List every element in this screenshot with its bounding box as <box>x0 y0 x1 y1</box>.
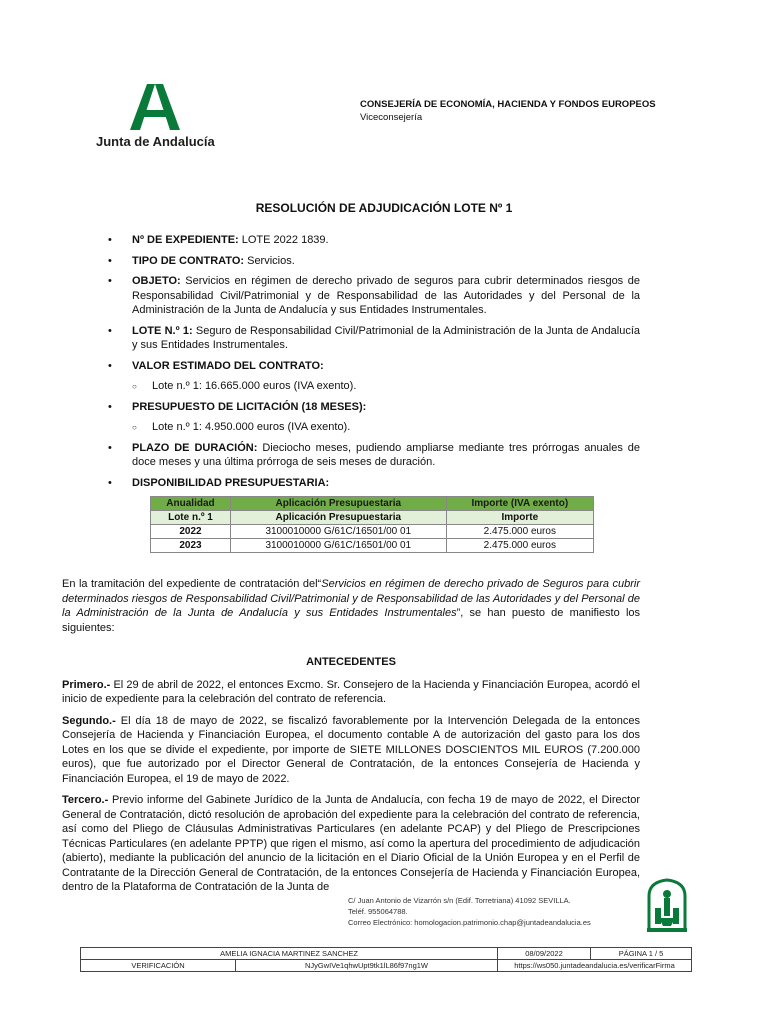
list-item <box>62 274 640 318</box>
list-item <box>62 359 640 374</box>
list-item <box>62 476 640 491</box>
email-line: Correo Electrónico: homologacion.patrimonio.chap@juntadeandalucia.es <box>348 918 591 927</box>
verification-url-link[interactable] <box>498 960 692 972</box>
table-cell: 2023 <box>151 539 231 553</box>
table-cell: 3100010000 G/61C/16501/00 01 <box>230 525 446 539</box>
section-heading: ANTECEDENTES <box>306 656 396 668</box>
document-body <box>62 233 640 902</box>
table-header-cell: Anualidad <box>151 497 231 511</box>
contract-details-list <box>62 233 640 490</box>
objeto-label: OBJETO: <box>132 275 181 287</box>
objeto-value: Servicios en régimen de derecho privado de seguros para cubrir determinados riesgos de Responsabilidad Civil/Patrimonial y de Responsabilidad de las Autoridades y del Personal de la Administración de la Junta de Andalucía y sus Entidades Instrumentales. <box>132 275 640 316</box>
list-item <box>62 254 640 269</box>
expediente-value: LOTE 2022 1839. <box>238 234 329 246</box>
intro-paragraph <box>62 577 640 635</box>
table-cell: 2.475.000 euros <box>446 539 593 553</box>
presupuesto-sub: Lote n.º 1: 4.950.000 euros (IVA exento). <box>152 421 351 433</box>
department-name: CONSEJERÍA DE ECONOMÍA, HACIENDA Y FONDOS EUROPEOS <box>360 99 656 110</box>
paragraph-primero <box>62 678 640 707</box>
paragraph-label: Tercero.- <box>62 794 109 806</box>
table-row <box>81 948 692 960</box>
lote-label: LOTE N.º 1: <box>132 324 193 337</box>
signer-cell: AMELIA IGNACIA MARTINEZ SANCHEZ <box>81 948 498 960</box>
page-cell: PÁGINA 1 / 5 <box>591 948 692 960</box>
plazo-label: PLAZO DE DURACIÓN: <box>132 441 258 454</box>
junta-logo-icon <box>130 82 180 132</box>
verification-table <box>80 947 692 972</box>
paragraph-text: El 29 de abril de 2022, el entonces Excmo. Sr. Consejero de la Hacienda y Financiación Europea, acordó el inicio de expediente para la celebración del contrato de referencia. <box>62 678 640 705</box>
table-subheader-row <box>151 511 594 525</box>
address-line: C/ Juan Antonio de Vizarrón s/n (Edif. Torretriana) 41092 SEVILLA. <box>348 896 571 905</box>
logo-text: Junta de Andalucía <box>96 134 215 149</box>
table-row <box>81 960 692 972</box>
paragraph-label: Primero.- <box>62 678 111 691</box>
plazo-value: Dieciocho meses, pudiendo ampliarse mediante tres prórrogas anuales de doce meses y una última prórroga de seis meses de duración. <box>132 441 641 468</box>
subdepartment-name: Viceconsejería <box>360 112 423 123</box>
budget-table <box>150 496 594 553</box>
list-item <box>62 324 640 353</box>
table-header-cell: Aplicación Presupuestaria <box>230 497 446 511</box>
table-header-row <box>151 497 594 511</box>
valor-sub: Lote n.º 1: 16.665.000 euros (IVA exento). <box>152 380 357 392</box>
disponibilidad-label: DISPONIBILIDAD PRESUPUESTARIA: <box>132 476 330 489</box>
verification-url[interactable]: https://ws050.juntadeandalucia.es/verificarFirma <box>514 961 675 970</box>
paragraph-text: El día 18 de mayo de 2022, se fiscalizó favorablemente por la Intervención Delegada de la entonces Consejería de Hacienda y Financiación Europea, el documento contable A de autorización del gasto para los dos Lotes en los que se divide el expediente, por importe de SIETE MILLONES DOSCIENTOS MIL EUROS (7.200.000 euros), que fue autorizado por el Director General de Contratación, de la entonces Consejería de Hacienda y Financiación Europea, el 19 de mayo de 2022. <box>62 714 640 785</box>
department-header <box>360 98 656 124</box>
verification-code-cell: NJyGwIVe1qhwUpt9tk1lL86f97ng1W <box>236 960 498 972</box>
list-item <box>62 400 640 415</box>
table-cell: 2022 <box>151 525 231 539</box>
paragraph-tercero <box>62 793 640 895</box>
intro-quote: Servicios en régimen de derecho privado de Seguros para cubrir determinados riesgos de Responsabilidad Civil/Patrimonial y de Responsabilidad de las Autoridades y del Personal de la Administración de la Junta de Andalucía y sus Entidades Instrumentales <box>62 578 640 619</box>
intro-after: ”, se han puesto de manifiesto los siguientes: <box>62 607 641 634</box>
table-row <box>151 525 594 539</box>
document-title: RESOLUCIÓN DE ADJUDICACIÓN LOTE Nº 1 <box>255 201 513 215</box>
table-header-cell: Importe (IVA exento) <box>446 497 593 511</box>
table-cell: 2.475.000 euros <box>446 525 593 539</box>
tipo-value: Servicios. <box>244 254 295 267</box>
paragraph-text: Previo informe del Gabinete Jurídico de la Junta de Andalucía, con fecha 19 de mayo de 2022, el Director General de Contratación, dictó resolución de aprobación del expediente para la celebración del contrato de referencia, así como del Pliego de Cláusulas Administrativas Particulares (en adelante PCAP) y del Pliego de Prescripciones Técnicas Particulares (en adelante PPTP) que rigen el mismo, así como la apertura del procedimiento de adjudicación (abierto), mediante la publicación del anuncio de la licitación en el Diario Oficial de la Unión Europea y en el Perfil de Contratante de la Dirección General de Contratación, de la entonces Consejería de Hacienda y Financiación Europea, dentro de la Plataforma de Contratación de la Junta de <box>62 794 640 893</box>
verification-label-cell: VERIFICACIÓN <box>81 960 236 972</box>
expediente-label: Nº DE EXPEDIENTE: <box>132 234 239 246</box>
tipo-label: TIPO DE CONTRATO: <box>132 254 245 267</box>
table-subheader-cell: Lote n.º 1 <box>151 511 231 525</box>
list-subitem <box>62 379 640 394</box>
list-item <box>62 233 640 248</box>
table-row <box>151 539 594 553</box>
table-subheader-cell: Aplicación Presupuestaria <box>230 511 446 525</box>
andalucia-seal-icon <box>643 878 691 936</box>
footer-address <box>348 895 591 928</box>
paragraph-label: Segundo.- <box>62 714 116 727</box>
paragraph-segundo <box>62 714 640 787</box>
table-subheader-cell: Importe <box>446 511 593 525</box>
lote-value: Seguro de Responsabilidad Civil/Patrimonial de la Administración de la Junta de Andalucía y sus Entidades Instrumentales. <box>132 324 641 351</box>
date-cell: 08/09/2022 <box>498 948 591 960</box>
phone-line: Teléf. 955064788. <box>348 907 408 916</box>
presupuesto-label: PRESUPUESTO DE LICITACIÓN (18 MESES): <box>132 400 367 413</box>
junta-logo <box>88 82 218 152</box>
table-cell: 3100010000 G/61C/16501/00 01 <box>230 539 446 553</box>
valor-label: VALOR ESTIMADO DEL CONTRATO: <box>132 359 324 372</box>
intro-before: En la tramitación del expediente de contratación del“ <box>62 578 322 590</box>
list-item <box>62 441 640 470</box>
list-subitem <box>62 420 640 435</box>
